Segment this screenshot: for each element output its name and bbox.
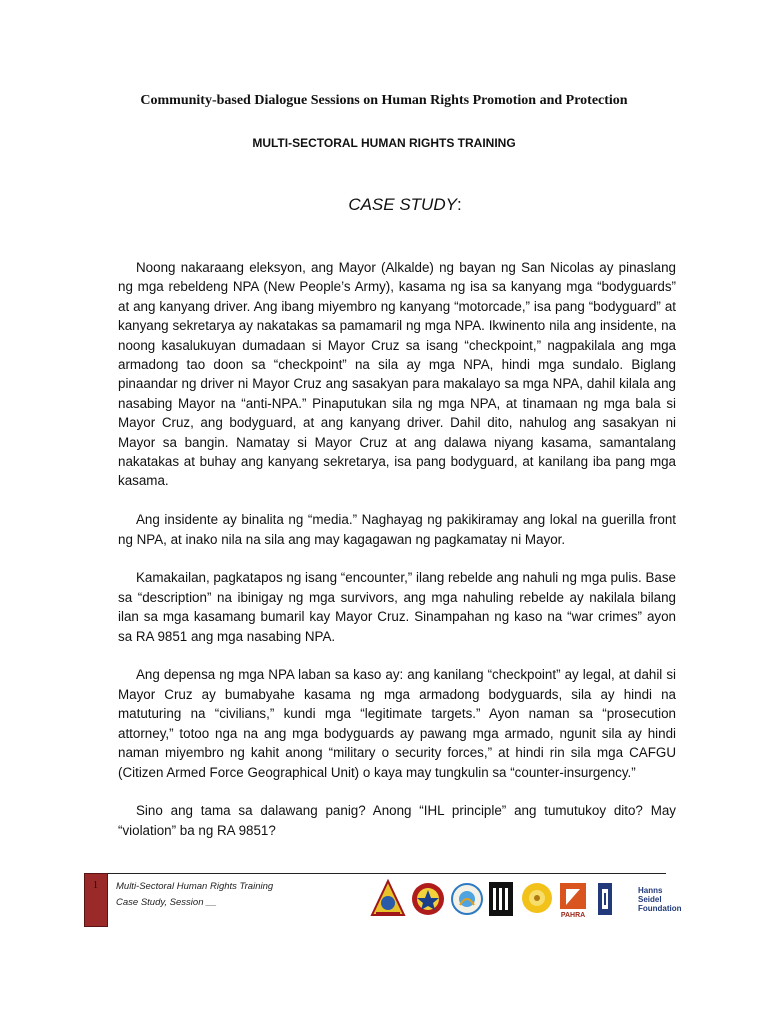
hanns-line-3: Foundation [638, 904, 682, 913]
footer-session-label: Case Study, Session __ [116, 897, 217, 908]
paragraph-2: Ang insidente ay binalita ng “media.” Naghayag ng pakikiramay ang lokal na guerilla front ng NPA, at inako nila na sila ang may kagagawan ng pagkamatay ni Mayor. [118, 512, 676, 547]
paragraph-4: Ang depensa ng mga NPA laban sa kaso ay: ang kanilang “checkpoint” ay legal, at dahil si Mayor Cruz ay bumabyahe kasama ng mga armadong bodyguards, sila ay hindi na matuturing na “civilians,” kundi mga “legitimate targets.” Ayon naman sa “prosecution attorney,” totoo nga na ang mga bodyguards ay pawang mga armado, ngunit sila ay hindi naman miyembro ng kahit anong “military o security forces,” at hindi rin sila mga CAFGU (Citizen Armed Force Geographical Unit) o kaya may tungkulin sa “counter-insurgency.” [118, 667, 676, 780]
hanns-seidel-foundation-logo-text [638, 886, 682, 913]
paragraph-5: Sino ang tama sa dalawang panig? Anong “IHL principle” ang tumutukoy dito? May “violation” ba ng RA 9851? [118, 803, 676, 838]
page-number-box [84, 873, 108, 927]
partner-logos [370, 879, 682, 919]
footer-training-title: Multi-Sectoral Human Rights Training [116, 881, 274, 892]
case-study-heading [0, 195, 768, 215]
case-study-body [118, 258, 676, 860]
page-number: 1 [93, 880, 98, 891]
case-study-heading-colon: : [456, 195, 462, 214]
sun-seal-logo-icon [520, 879, 554, 919]
paragraph-1: Noong nakaraang eleksyon, ang Mayor (Alkalde) ng bayan ng San Nicolas ay pinaslang ng mga rebeldeng NPA (New People’s Army), kasama ng isa sa kanyang mga “bodyguards” at ang kanyang driver. Ang ibang miyembro ng kanyang “motorcade,” isa pang “bodyguard” at kanyang sekretarya ay nakatakas sa pamamaril ng mga NPA. Ikwinento nila ang insidente, na noong kasalukuyan dumadaan si Mayor Cruz sa isang “checkpoint,” nagpakilala ang mga armadong tao doon sa “checkpoint” na sila ay mga NPA, hindi mga sundalo. Biglang pinaandar ng driver ni Mayor Cruz ang sasakyan para makalayo sa mga NPA, dahil kilala ang nasabing Mayor na “anti-NPA.” Pinaputukan sila ng mga NPA, at tinamaan ng mga bala si Mayor Cruz, ang bodyguard, at ang kanyang driver. Dahil dito, nahulog ang sasakyan ni Mayor sa bangin. Namatay si Mayor Cruz at ang dalawa niyang kasama, samantalang nakatakas at buhay ang kanyang sekretarya, isa pang bodyguard, at kanilang iba pang mga kasama. [118, 260, 676, 489]
afp-dark-logo-icon [488, 879, 514, 919]
pahra-logo-text: PAHRA [560, 912, 586, 919]
hanns-line-2: Seidel [638, 895, 662, 904]
document-subtitle: MULTI-SECTORAL HUMAN RIGHTS TRAINING [252, 136, 516, 150]
page-footer [84, 873, 682, 927]
pahra-logo-icon [558, 879, 588, 919]
pnp-seal-logo-icon [410, 879, 446, 919]
document-title: Community-based Dialogue Sessions on Human Rights Promotion and Protection [140, 93, 628, 108]
case-study-heading-text: CASE STUDY [348, 195, 457, 214]
footer-rule [84, 873, 666, 874]
paragraph-3: Kamakailan, pagkatapos ng isang “encounter,” ilang rebelde ang nahuli ng mga pulis. Base sa “description” na ibinigay ng mga survivors, ang mga nahuling rebelde ay nakilala bilang ilan sa mga kasamang bumaril kay Mayor Cruz. Sinampahan ng kaso na “war crimes” ayon sa RA 9851 ang mga nasabing NPA. [118, 570, 676, 644]
hanns-line-1: Hanns [638, 886, 663, 895]
chr-emblem-logo-icon [370, 879, 406, 919]
hanns-seidel-foundation-logo-icon [596, 879, 636, 919]
circular-seal-logo-icon [450, 879, 484, 919]
